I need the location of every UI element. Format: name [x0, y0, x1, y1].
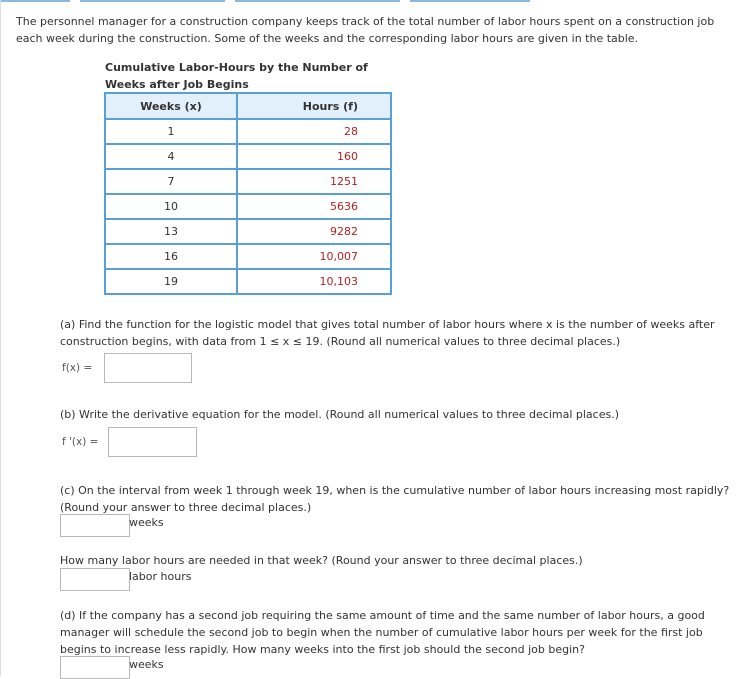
weeks-cell: 4 [105, 144, 237, 169]
part-c-unit: weeks [129, 516, 164, 529]
hours-cell: 28 [237, 119, 391, 144]
part-c-text: (c) On the interval from week 1 through week 19, when is the cumulative number of labor hours increasing most rapidly? (Round your answer to three decimal places.) [60, 484, 730, 514]
part-a-text: (a) Find the function for the logistic model that gives total number of labor hours where x is the number of weeks after construction begins, with data from 1 ≤ x ≤ 19. (Round all numerical values to three decimal places.) [60, 318, 715, 348]
hours-cell: 9282 [237, 219, 391, 244]
table-caption-line2: Weeks after Job Begins [105, 78, 249, 91]
part-c-answer-input[interactable] [60, 514, 130, 537]
hours-cell: 1251 [237, 169, 391, 194]
table-caption [105, 59, 368, 93]
weeks-cell: 19 [105, 269, 237, 294]
left-rule [0, 0, 1, 676]
table-caption-line1: Cumulative Labor-Hours by the Number of [105, 61, 368, 74]
hours-cell: 10,103 [237, 269, 391, 294]
weeks-cell: 13 [105, 219, 237, 244]
weeks-cell: 16 [105, 244, 237, 269]
hours-cell: 10,007 [237, 244, 391, 269]
labor-hours-table [104, 92, 392, 295]
table-row [105, 219, 391, 244]
part-c2-unit: labor hours [129, 570, 192, 583]
weeks-column-header: Weeks (x) [105, 93, 237, 119]
table-header-row [105, 93, 391, 119]
table-row [105, 244, 391, 269]
top-tab-strip [0, 0, 736, 3]
part-b-answer-input[interactable] [108, 427, 197, 457]
part-b-label: f '(x) = [62, 436, 99, 448]
problem-intro: The personnel manager for a construction company keeps track of the total number of labor hours spent on a construction job each week during the construction. Some of the weeks and the corresponding labor hours are given in the table. [16, 15, 715, 45]
hours-column-header: Hours (f) [237, 93, 391, 119]
weeks-cell: 1 [105, 119, 237, 144]
hours-cell: 5636 [237, 194, 391, 219]
weeks-cell: 7 [105, 169, 237, 194]
part-c2-text: How many labor hours are needed in that week? (Round your answer to three decimal places.) [60, 554, 583, 567]
part-a-label: f(x) = [62, 362, 93, 374]
table-row [105, 144, 391, 169]
part-b-text: (b) Write the derivative equation for the model. (Round all numerical values to three decimal places.) [60, 408, 619, 421]
part-c2-answer-input[interactable] [60, 568, 130, 591]
part-a-answer-input[interactable] [104, 353, 192, 383]
table-row [105, 169, 391, 194]
hours-cell: 160 [237, 144, 391, 169]
table-row [105, 194, 391, 219]
table-row [105, 119, 391, 144]
weeks-cell: 10 [105, 194, 237, 219]
part-d-unit: weeks [129, 658, 164, 671]
table-row [105, 269, 391, 294]
part-d-text: (d) If the company has a second job requiring the same amount of time and the same number of labor hours, a good manager will schedule the second job to begin when the number of cumulative labor hours per week for the first job begins to increase less rapidly. How many weeks into the first job should the second job begin? [60, 609, 705, 656]
